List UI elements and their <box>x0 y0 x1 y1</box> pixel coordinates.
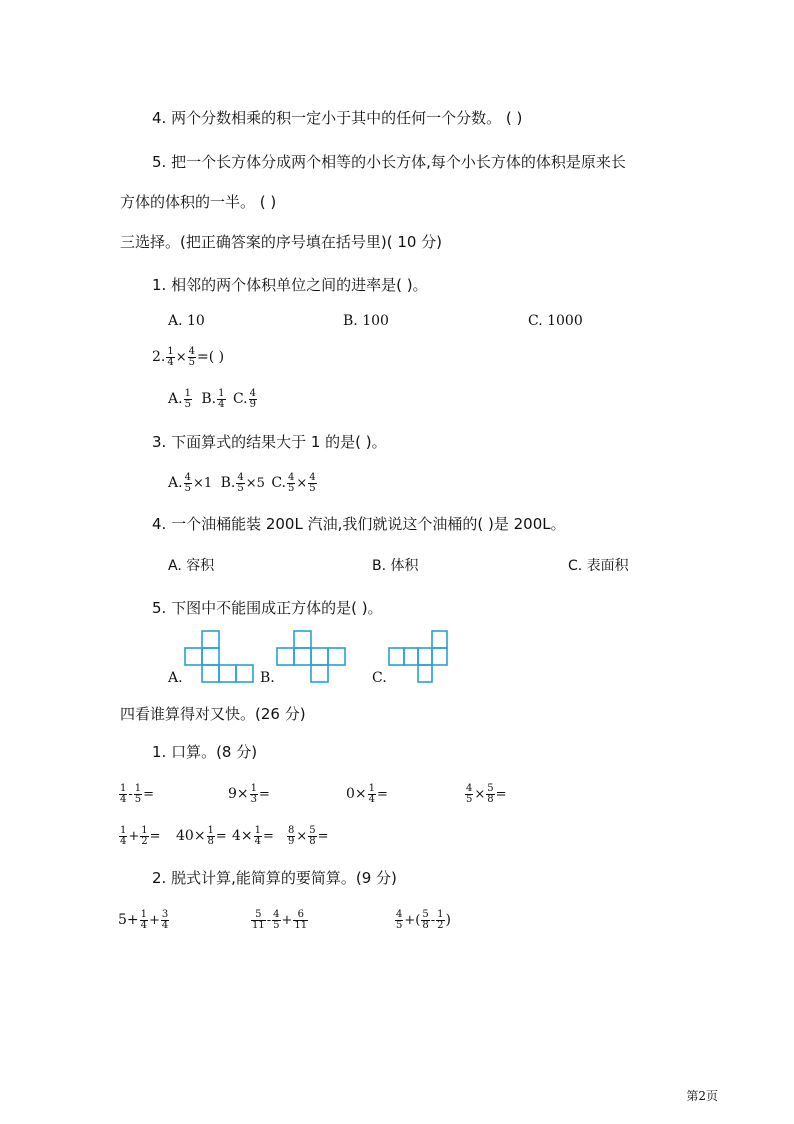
s3-q3-options: A. $\frac{4}{5}$ ×1 B. $\frac{4}{5}$ ×5 C. $\frac{4}{5}$ × $\frac{4}{5}$ <box>168 471 316 494</box>
s3-q4-option-a: A. 容积 <box>168 558 215 574</box>
s3-q1-option-c: C. 1000 <box>528 313 583 329</box>
oral-expr-5: $\frac{1}{4}$ + $\frac{1}{2}$ = <box>120 824 161 847</box>
oral-expr-4: $\frac{4}{5}$ × $\frac{5}{8}$ = <box>466 782 507 805</box>
s3-q3-text: 3. 下面算式的结果大于 1 的是( )。 <box>152 433 387 451</box>
net-a-label: A. <box>168 670 183 686</box>
s3-q4-option-c: C. 表面积 <box>568 558 629 574</box>
s3-q2-options: A. $\frac{1}{5}$ B. $\frac{1}{4}$ C. $\frac{4}{9}$ <box>168 387 257 410</box>
s4-oral-title: 1. 口算。(8 分) <box>152 743 258 761</box>
s4-calc-title: 2. 脱式计算,能简算的要简算。(9 分) <box>152 869 397 887</box>
cube-net-a <box>184 630 256 686</box>
oral-expr-2: 9× $\frac{1}{3}$ = <box>228 782 270 805</box>
s3-q1-option-a: A. 10 <box>168 313 205 329</box>
calc-expr-3: $\frac{4}{5}$ +( $\frac{5}{8}$ - $\frac{1}{2}$ ) <box>396 908 451 931</box>
s3-q2-question: 2. $\frac{1}{4}$ × $\frac{4}{5}$ =( ) <box>152 345 225 368</box>
s3-q1-option-b: B. 100 <box>343 313 389 329</box>
cube-net-c <box>388 630 452 686</box>
calc-expr-1: 5+ $\frac{1}{4}$ + $\frac{3}{4}$ <box>118 908 169 931</box>
s3-q4-text: 4. 一个油桶能装 200L 汽油,我们就说这个油桶的( )是 200L。 <box>152 515 566 533</box>
judge-q5-line2: 方体的体积的一半。 ( ) <box>120 193 277 211</box>
fraction: $\frac{1}{4}$ <box>167 345 174 368</box>
oral-expr-8: $\frac{8}{9}$ × $\frac{5}{8}$ = <box>288 824 329 847</box>
oral-expr-7: 4× $\frac{1}{4}$ = <box>232 824 274 847</box>
s3-q1-text: 1. 相邻的两个体积单位之间的进率是( )。 <box>152 276 428 294</box>
page-number: 第2页 <box>686 1089 718 1103</box>
oral-expr-3: 0× $\frac{1}{4}$ = <box>346 782 388 805</box>
section4-title: 四看谁算得对又快。(26 分) <box>120 705 306 723</box>
s3-q4-option-b: B. 体积 <box>372 558 419 574</box>
section3-title: 三选择。(把正确答案的序号填在括号里)( 10 分) <box>120 233 443 251</box>
cube-net-b <box>276 630 350 686</box>
oral-expr-1: $\frac{1}{4}$ - $\frac{1}{5}$ = <box>120 782 155 805</box>
s3-q5-text: 5. 下图中不能围成正方体的是( )。 <box>152 599 383 617</box>
fraction: $\frac{4}{5}$ <box>188 345 196 368</box>
calc-expr-2: $\frac{5}{11}$ - $\frac{4}{5}$ + $\frac{6}{11}$ <box>252 908 308 931</box>
judge-q5-line1: 5. 把一个长方体分成两个相等的小长方体,每个小长方体的体积是原来长 <box>152 153 626 171</box>
s3-q2-prefix: 2. <box>152 349 166 365</box>
judge-q4: 4. 两个分数相乘的积一定小于其中的任何一个分数。 ( ) <box>152 109 523 127</box>
net-b-label: B. <box>260 670 275 686</box>
oral-expr-6: 40× $\frac{1}{8}$ = <box>176 824 227 847</box>
net-c-label: C. <box>372 670 387 686</box>
